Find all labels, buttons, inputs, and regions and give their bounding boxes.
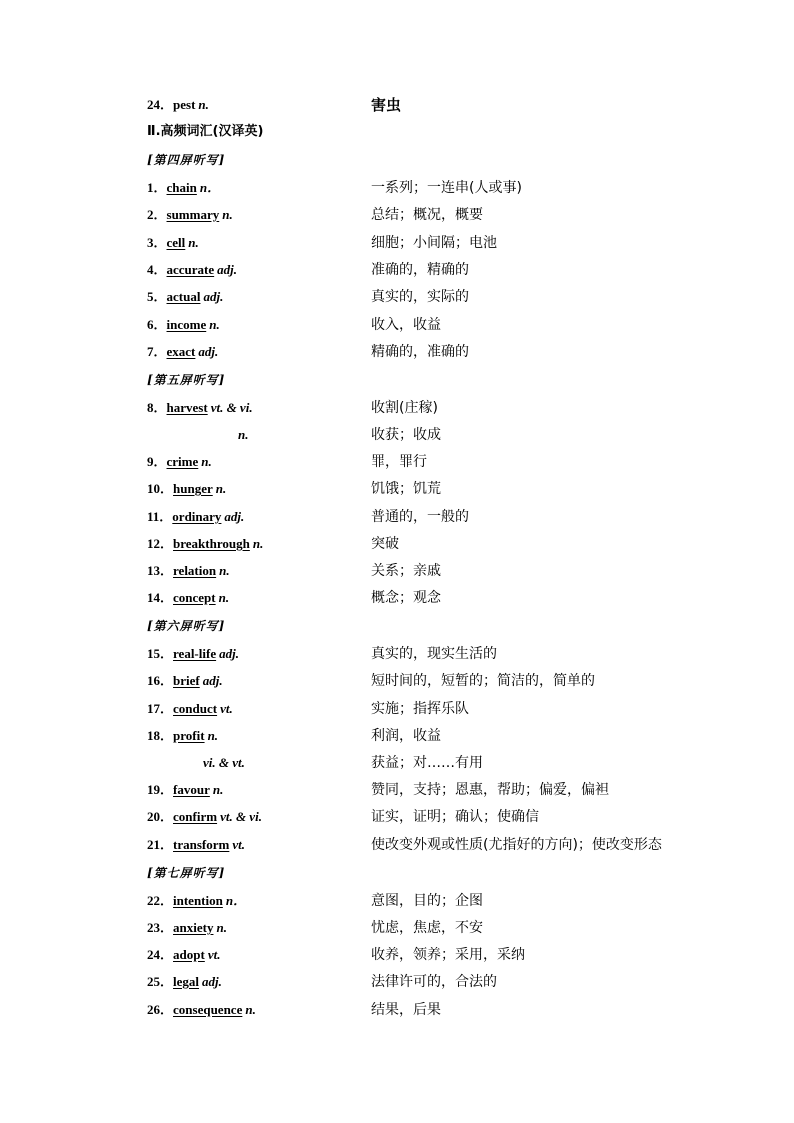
vocab-row: 6．income n. 收入，收益: [0, 314, 794, 336]
vocab-word: hunger: [173, 481, 213, 496]
vocab-row: [0, 94, 794, 116]
vocab-row: 14．concept n. 概念；观念: [0, 587, 794, 609]
vocab-word: legal: [173, 974, 200, 989]
vocab-row: 13．relation n. 关系；亲戚: [0, 560, 794, 582]
vocab-row: 17．conduct vt. 实施；指挥乐队: [0, 698, 794, 720]
vocab-word: exact: [166, 344, 196, 359]
vocab-word: transform: [173, 837, 230, 852]
group-label: [第五屏听写]: [147, 373, 226, 387]
vocab-row: 1．chain n． 一系列；一连串(人或事): [0, 177, 794, 199]
vocab-word: favour: [173, 782, 210, 797]
vocab-english: [147, 94, 209, 116]
group-label: [第四屏听写]: [147, 153, 226, 167]
vocab-row: 2．summary n. 总结；概况，概要: [0, 204, 794, 226]
vocab-row-extra: [0, 424, 794, 446]
section-title: Ⅱ.高频词汇(汉译英): [147, 124, 264, 139]
vocab-pos: n.: [198, 97, 209, 112]
vocab-word: relation: [173, 563, 217, 578]
vocab-row: 22．intention n． 意图，目的；企图: [0, 890, 794, 912]
vocab-row: 25．legal adj. 法律许可的，合法的: [0, 971, 794, 993]
vocab-row: 4．accurate adj. 准确的，精确的: [0, 259, 794, 281]
vocab-row: 23．anxiety n. 忧虑，焦虑，不安: [0, 917, 794, 939]
vocab-word: adopt: [173, 947, 205, 962]
vocab-pos: vi. & vt.: [203, 755, 245, 770]
vocab-meaning: 细胞；小间隔；电池: [371, 235, 497, 251]
vocab-meaning: 普通的，一般的: [371, 509, 469, 525]
vocab-meaning: 关系；亲戚: [371, 563, 441, 579]
vocab-row: 11．ordinary adj. 普通的，一般的: [0, 506, 794, 528]
vocab-meaning: 突破: [371, 536, 399, 552]
vocab-meaning: 结果，后果: [371, 1002, 441, 1018]
vocab-word: anxiety: [173, 920, 214, 935]
vocab-row: 5．actual adj. 真实的，实际的: [0, 286, 794, 308]
vocab-row: 15．real-life adj. 真实的，现实生活的: [0, 643, 794, 665]
vocab-word: consequence: [173, 1002, 243, 1017]
vocab-row: 21．transform vt. 使改变外观或性质(尤指好的方向)；使改变形态: [0, 834, 794, 856]
vocab-meaning: 使改变外观或性质(尤指好的方向)；使改变形态: [371, 837, 662, 853]
vocab-meaning: 收养，领养；采用，采纳: [371, 947, 525, 963]
vocab-row: 26．consequence n. 结果，后果: [0, 999, 794, 1021]
vocab-word: real-life: [173, 646, 217, 661]
vocab-meaning: 证实，证明；确认；使确信: [371, 809, 539, 825]
vocab-meaning: 收入，收益: [371, 317, 441, 333]
vocab-meaning: 总结；概况，概要: [371, 207, 483, 223]
vocab-row: 12．breakthrough n. 突破: [0, 533, 794, 555]
vocab-meaning: 赞同，支持；恩惠，帮助；偏爱，偏袒: [371, 782, 609, 798]
vocab-meaning: 真实的，实际的: [371, 289, 469, 305]
vocab-row: 9．crime n. 罪，罪行: [0, 451, 794, 473]
vocab-meaning: 精确的，准确的: [371, 344, 469, 360]
group-label: [第六屏听写]: [147, 619, 226, 633]
vocab-meaning: 忧虑，焦虑，不安: [371, 920, 483, 936]
vocab-meaning: 获益；对……有用: [371, 755, 483, 771]
vocab-word: income: [166, 317, 207, 332]
vocab-word: pest: [173, 97, 196, 112]
vocab-row: 20．confirm vt. & vi. 证实，证明；确认；使确信: [0, 806, 794, 828]
vocab-row: 19．favour n. 赞同，支持；恩惠，帮助；偏爱，偏袒: [0, 779, 794, 801]
vocab-word: accurate: [166, 262, 215, 277]
vocab-word: confirm: [173, 809, 218, 824]
vocab-meaning: 收获；收成: [371, 427, 441, 443]
vocab-word: cell: [166, 235, 186, 250]
vocab-meaning: 收割(庄稼): [371, 400, 438, 416]
vocab-meaning: 法律许可的，合法的: [371, 974, 497, 990]
vocab-row: 18．profit n. 利润，收益: [0, 725, 794, 747]
vocab-word: profit: [173, 728, 205, 743]
vocab-word: chain: [166, 180, 197, 195]
vocab-meaning: 害虫: [371, 96, 402, 114]
vocab-meaning: 罪，罪行: [371, 454, 427, 470]
vocab-meaning: 实施；指挥乐队: [371, 701, 469, 717]
vocab-meaning: 概念；观念: [371, 590, 441, 606]
vocab-meaning: 准确的，精确的: [371, 262, 469, 278]
group-label: [第七屏听写]: [147, 866, 226, 880]
vocab-number: 24．: [147, 97, 174, 112]
vocab-meaning: 利润，收益: [371, 728, 441, 744]
vocab-word: intention: [173, 893, 223, 908]
vocab-meaning: 意图，目的；企图: [371, 893, 483, 909]
vocab-word: actual: [166, 289, 201, 304]
vocab-row: 10．hunger n. 饥饿；饥荒: [0, 478, 794, 500]
vocab-word: summary: [166, 207, 220, 222]
vocab-row-extra: [0, 752, 794, 774]
vocab-meaning: 短时间的，短暂的；简洁的，简单的: [371, 673, 595, 689]
vocab-row: 8．harvest vt. & vi. 收割(庄稼): [0, 397, 794, 419]
vocab-row: 16．brief adj. 短时间的，短暂的；简洁的，简单的: [0, 670, 794, 692]
vocab-meaning: 饥饿；饥荒: [371, 481, 441, 497]
vocab-word: ordinary: [172, 509, 222, 524]
vocab-row: 3．cell n. 细胞；小间隔；电池: [0, 232, 794, 254]
vocab-word: breakthrough: [173, 536, 250, 551]
vocab-word: concept: [173, 590, 216, 605]
vocab-word: harvest: [166, 400, 208, 415]
vocab-word: conduct: [173, 701, 218, 716]
vocab-row: 24．adopt vt. 收养，领养；采用，采纳: [0, 944, 794, 966]
vocab-row: 7．exact adj. 精确的，准确的: [0, 341, 794, 363]
vocab-pos: n.: [238, 427, 249, 442]
vocab-word: crime: [166, 454, 199, 469]
vocab-meaning: 真实的，现实生活的: [371, 646, 497, 662]
vocab-meaning: 一系列；一连串(人或事): [371, 180, 522, 196]
vocab-word: brief: [173, 673, 200, 688]
